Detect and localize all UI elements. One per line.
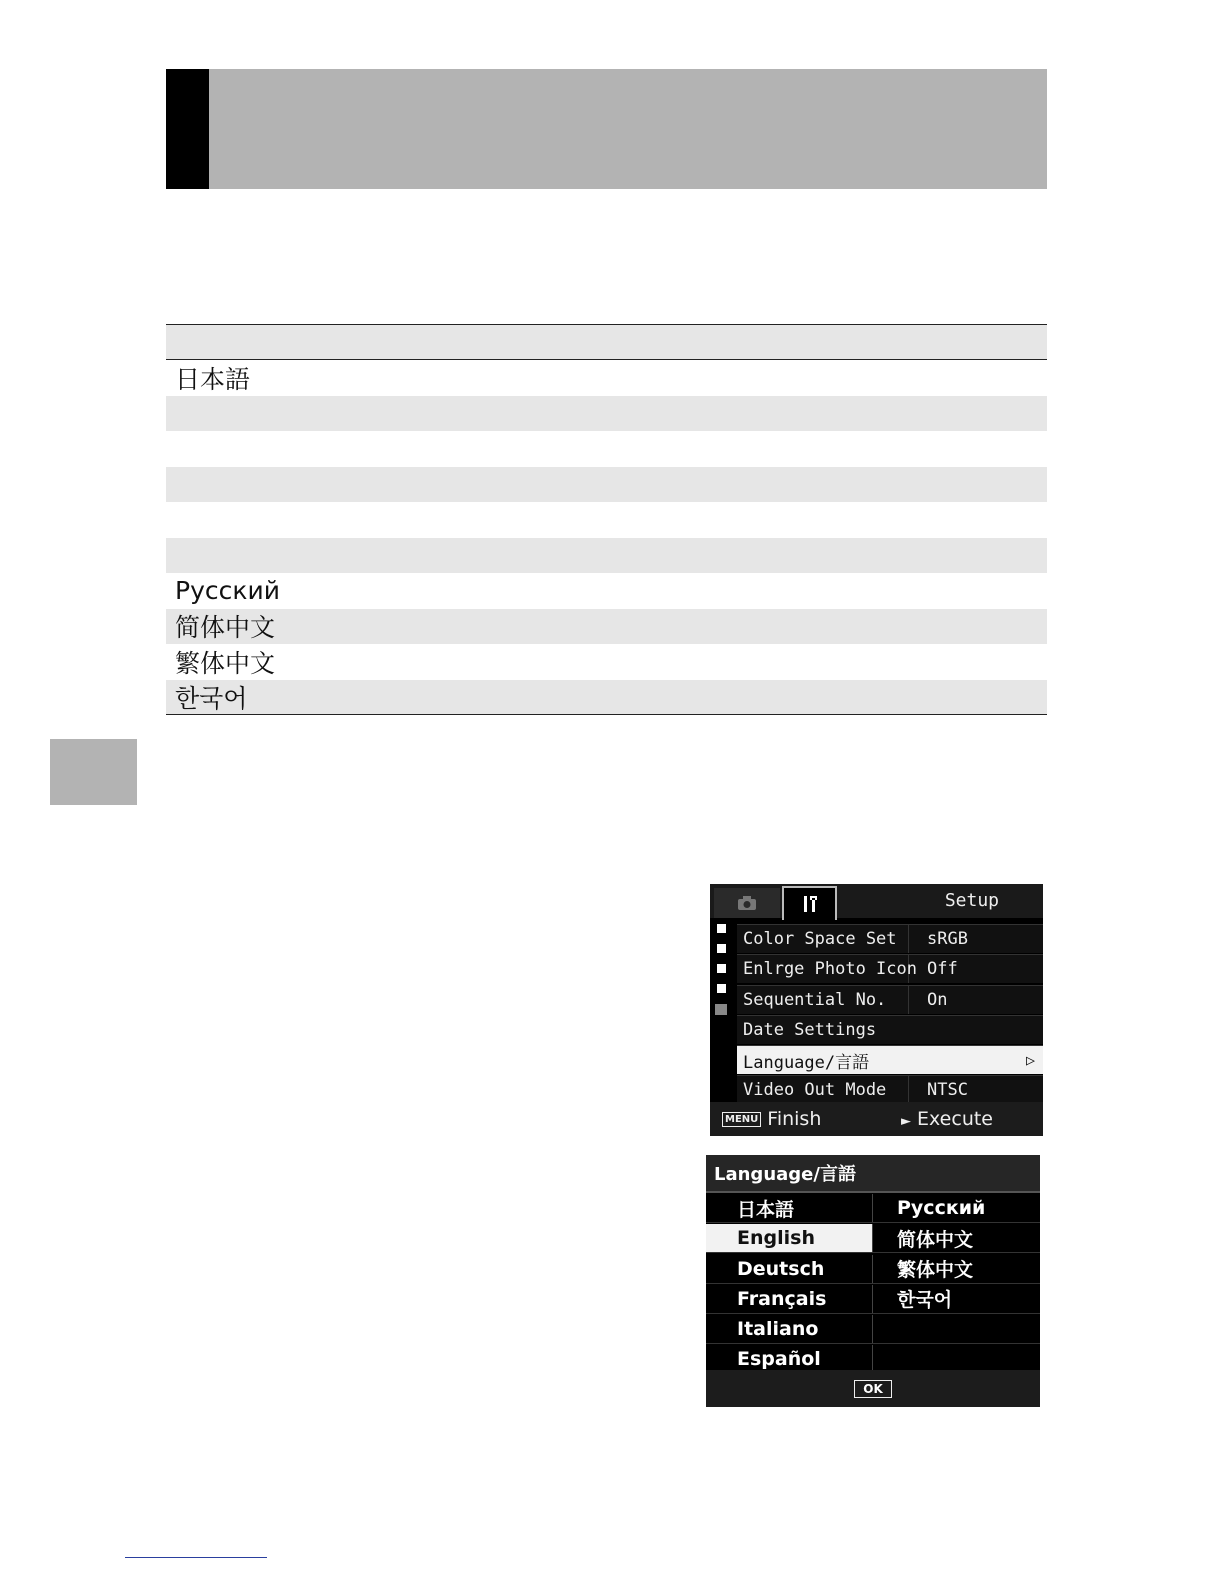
- table-row: 한국어: [166, 680, 1047, 716]
- section-title-bar: [166, 69, 1047, 189]
- table-row: Русский: [175, 576, 280, 606]
- table-row: 简体中文: [166, 609, 1047, 645]
- language-option[interactable]: Español: [706, 1345, 873, 1373]
- setup-menu-screen: [710, 884, 1043, 1136]
- page-indicator: [715, 924, 731, 1026]
- menu-item-value: On: [927, 989, 948, 1010]
- menu-item[interactable]: [737, 954, 1043, 983]
- execute-label: Execute: [917, 1108, 993, 1130]
- menu-item-label: Sequential No.: [737, 986, 909, 1014]
- play-icon: ►: [901, 1114, 912, 1129]
- finish-label: Finish: [767, 1108, 822, 1130]
- footer-rule: [125, 1557, 267, 1558]
- menu-item-value: Off: [927, 959, 958, 980]
- language-option[interactable]: Русский: [897, 1197, 986, 1219]
- execute-hint: [901, 1108, 993, 1130]
- language-option[interactable]: Français: [706, 1285, 873, 1313]
- table-row: [166, 467, 1047, 503]
- wrench-icon[interactable]: [782, 886, 837, 920]
- menu-item-selected[interactable]: [737, 1045, 1043, 1074]
- language-option[interactable]: 简体中文: [897, 1228, 974, 1251]
- table-row: [166, 431, 1047, 467]
- menu-item[interactable]: [737, 924, 1043, 953]
- language-option[interactable]: 日本語: [706, 1194, 873, 1222]
- language-option[interactable]: Italiano: [706, 1315, 873, 1343]
- menu-item[interactable]: [737, 985, 1043, 1014]
- language-table: [166, 324, 1047, 715]
- menu-item-value: sRGB: [927, 929, 968, 949]
- table-row: [166, 538, 1047, 574]
- language-option[interactable]: 한국어: [897, 1289, 953, 1312]
- camera-icon[interactable]: [714, 888, 780, 918]
- submenu-arrow-icon: ▷: [1025, 1051, 1035, 1070]
- menu-item-label: Language/言語: [743, 1052, 870, 1073]
- menu-item-label: Color Space Set: [737, 925, 909, 953]
- menu-item[interactable]: [737, 1015, 1043, 1044]
- table-row: [166, 396, 1047, 432]
- chapter-side-tab: [50, 739, 137, 805]
- language-option[interactable]: 繁体中文: [897, 1259, 974, 1282]
- language-option[interactable]: Deutsch: [706, 1255, 873, 1283]
- language-grid: [706, 1194, 1040, 1376]
- table-row: 繁体中文: [175, 648, 276, 678]
- language-option-selected[interactable]: English: [706, 1224, 873, 1252]
- menu-footer: [710, 1102, 1043, 1136]
- tab-setup-label: Setup: [944, 890, 999, 911]
- menu-button-icon: MENU: [722, 1112, 761, 1127]
- menu-item[interactable]: [737, 1075, 1043, 1104]
- ok-button[interactable]: OK: [854, 1380, 892, 1398]
- language-option-empty: [873, 1315, 1040, 1343]
- table-header: [166, 324, 1047, 360]
- menu-item-value: NTSC: [927, 1080, 968, 1101]
- setup-menu-list: [737, 924, 1043, 1106]
- language-screen-title: Language/言語: [706, 1155, 1040, 1193]
- title-marker: [166, 69, 209, 189]
- menu-item-label: Date Settings: [743, 1019, 877, 1040]
- table-row: [166, 502, 1047, 538]
- menu-item-label: Video Out Mode: [737, 1076, 909, 1104]
- menu-tabs: [710, 884, 1043, 918]
- table-row: 日本語: [175, 364, 251, 394]
- menu-item-label: Enlrge Photo Icon: [737, 955, 909, 983]
- language-select-screen: [706, 1155, 1040, 1407]
- ok-bar: [706, 1370, 1040, 1407]
